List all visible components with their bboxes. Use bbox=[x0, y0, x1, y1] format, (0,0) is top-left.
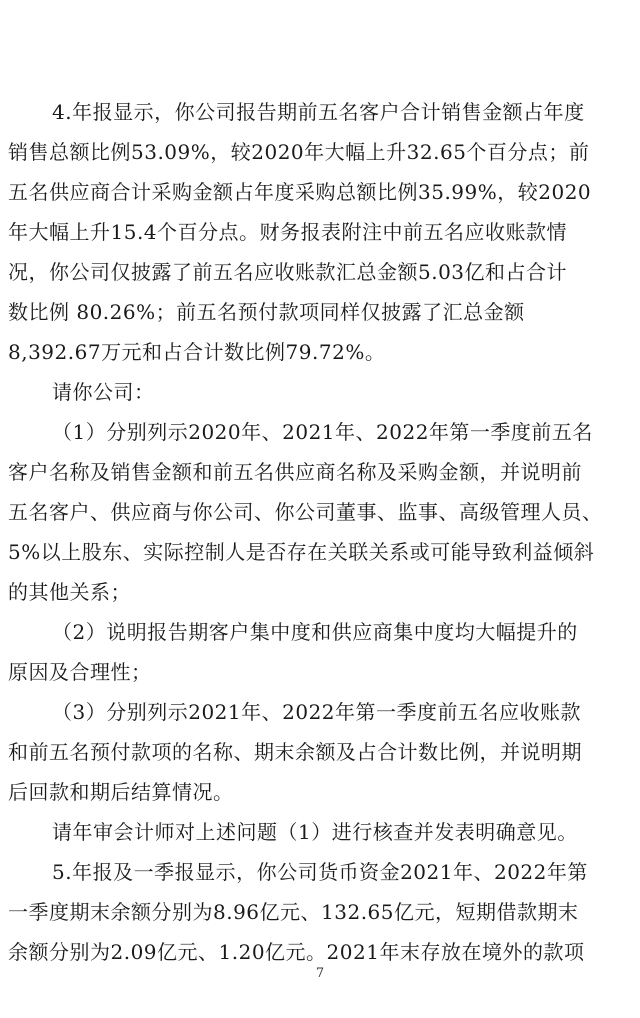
text-line bbox=[0, 252, 640, 292]
text-line bbox=[0, 812, 640, 852]
text-line bbox=[0, 292, 640, 332]
text-line-content: 一季度期末余额分别为8.96亿元、132.65亿元，短期借款期末 bbox=[8, 900, 579, 924]
text-line bbox=[0, 172, 640, 212]
text-line bbox=[0, 652, 640, 692]
text-line bbox=[0, 892, 640, 932]
text-line bbox=[0, 452, 640, 492]
text-line bbox=[0, 852, 640, 892]
text-line-content: 五名供应商合计采购金额占年度采购总额比例35.99%，较2020 bbox=[8, 180, 592, 204]
text-line-content: 8,392.67万元和占合计数比例79.72%。 bbox=[8, 340, 386, 364]
text-line-content: 五名客户、供应商与你公司、你公司董事、监事、高级管理人员、 bbox=[8, 500, 603, 524]
text-line bbox=[0, 612, 640, 652]
text-line-content: （2）说明报告期客户集中度和供应商集中度均大幅提升的 bbox=[52, 620, 578, 644]
text-line bbox=[0, 572, 640, 612]
text-line bbox=[0, 692, 640, 732]
text-line-content: 请你公司： bbox=[52, 380, 155, 404]
text-line bbox=[0, 132, 640, 172]
text-line-content: 5.年报及一季报显示，你公司货币资金2021年、2022年第 bbox=[52, 860, 588, 884]
text-line-content: （3）分别列示2021年、2022年第一季度前五名应收账款 bbox=[52, 700, 582, 724]
text-line bbox=[0, 412, 640, 452]
text-line-content: 况，你公司仅披露了前五名应收账款汇总金额5.03亿和占合计 bbox=[8, 260, 568, 284]
text-line-content: 原因及合理性； bbox=[8, 660, 152, 684]
text-line-content: 数比例 80.26%；前五名预付款项同样仅披露了汇总金额 bbox=[8, 300, 525, 324]
text-line bbox=[0, 332, 640, 372]
page-number: 7 bbox=[315, 966, 325, 981]
text-line-content: 的其他关系； bbox=[8, 580, 131, 604]
text-line bbox=[0, 92, 640, 132]
text-line-content: 和前五名预付款项的名称、期末余额及占合计数比例，并说明期 bbox=[8, 740, 582, 764]
text-line-content: 余额分别为2.09亿元、1.20亿元。2021年末存放在境外的款项 bbox=[8, 940, 585, 964]
text-line bbox=[0, 492, 640, 532]
text-line-content: 年大幅上升15.4个百分点。财务报表附注中前五名应收账款情 bbox=[8, 220, 568, 244]
text-line-content: 4.年报显示，你公司报告期前五名客户合计销售金额占年度 bbox=[52, 100, 585, 124]
text-line bbox=[0, 372, 640, 412]
text-line bbox=[0, 532, 640, 572]
text-line-content: 客户名称及销售金额和前五名供应商名称及采购金额，并说明前 bbox=[8, 460, 582, 484]
text-line bbox=[0, 772, 640, 812]
text-line bbox=[0, 212, 640, 252]
text-line-content: 销售总额比例53.09%，较2020年大幅上升32.65个百分点；前 bbox=[8, 140, 590, 164]
text-line-content: （1）分别列示2020年、2021年、2022年第一季度前五名 bbox=[52, 420, 593, 444]
text-line bbox=[0, 732, 640, 772]
text-line-content: 5%以上股东、实际控制人是否存在关联关系或可能导致利益倾斜 bbox=[8, 540, 595, 564]
text-line-content: 请年审会计师对上述问题（1）进行核查并发表明确意见。 bbox=[52, 820, 578, 844]
text-line-content: 后回款和期后结算情况。 bbox=[8, 780, 234, 804]
